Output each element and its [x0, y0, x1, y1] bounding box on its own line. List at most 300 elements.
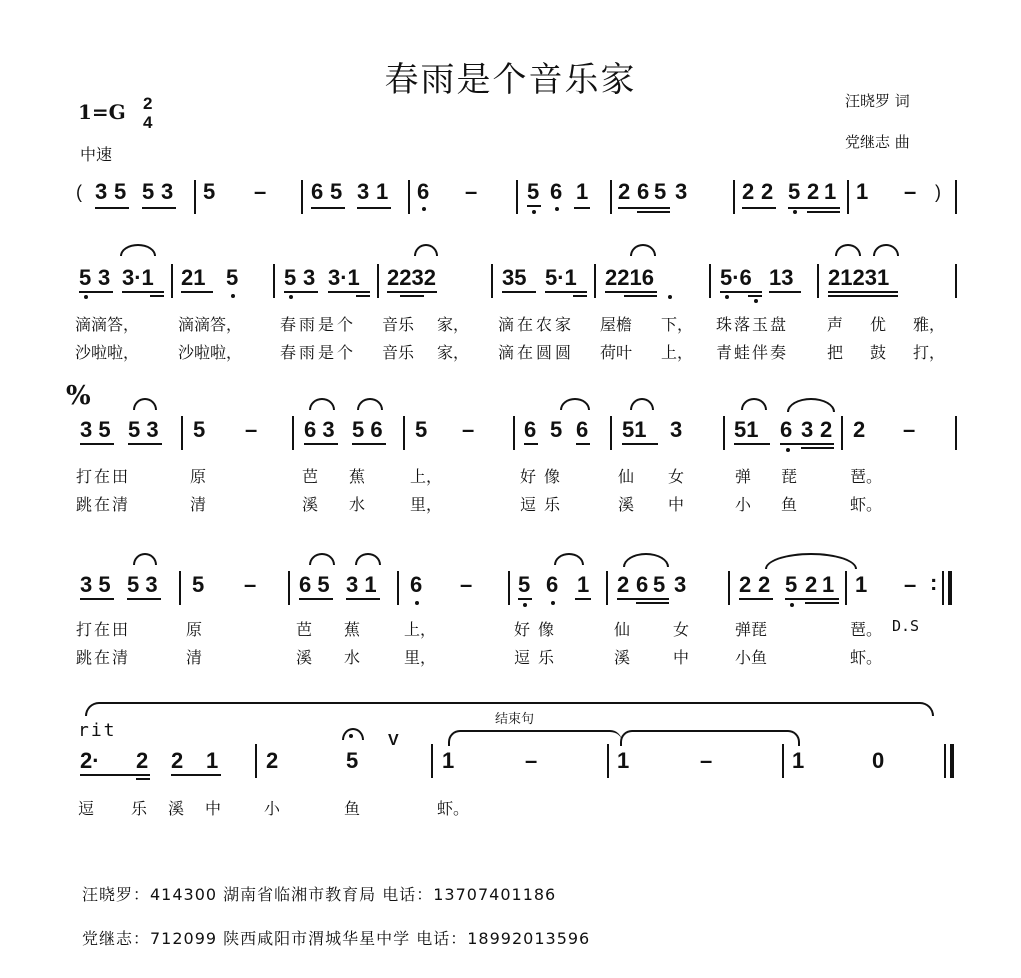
note: 2 [266, 748, 279, 773]
underline-double [805, 602, 839, 604]
dash: – [244, 572, 257, 597]
note: 1 [856, 179, 869, 204]
slur [355, 553, 381, 565]
barline [403, 416, 405, 450]
note: 5 3 [128, 417, 159, 442]
final-barline-thick [950, 744, 954, 778]
lyric: 屋檐 [600, 315, 633, 334]
low-octave-dot [555, 207, 559, 211]
dash: – [700, 748, 713, 773]
lyric: 芭 [302, 467, 319, 486]
slur [133, 398, 157, 410]
lyric: 好像 [520, 467, 569, 486]
underline-double [573, 295, 587, 297]
note: 21 [181, 265, 206, 290]
barline [292, 416, 294, 450]
note: 1 [855, 572, 868, 597]
slur [630, 244, 656, 256]
note: 3 [357, 179, 370, 204]
note: 2 [853, 417, 866, 442]
lyric: 虾。 [850, 648, 883, 667]
underline-double [637, 211, 670, 213]
lyric: 乐 [131, 799, 148, 818]
note: 2232 [387, 265, 436, 290]
repeat-barline-thick [948, 571, 952, 605]
note: 5 [203, 179, 216, 204]
lyric: 琵 [781, 467, 798, 486]
note: 5 [79, 265, 92, 290]
lyric: 沙啦啦， [75, 343, 140, 362]
barline [171, 264, 173, 298]
note: 1 [376, 179, 389, 204]
note: 3 [161, 179, 174, 204]
note: 6 [780, 417, 793, 442]
barline [610, 180, 612, 214]
low-octave-dot [754, 299, 758, 303]
underline [127, 598, 161, 600]
note: 13 [769, 265, 794, 290]
note: 2· [80, 748, 100, 773]
dash: – [254, 179, 267, 204]
underline-double [748, 295, 762, 297]
underline [828, 291, 898, 293]
underline [80, 774, 150, 776]
lyric: 珠落玉盘 [716, 315, 789, 334]
composer-credit: 党继志 曲 [845, 133, 910, 151]
note: 3 1 [346, 572, 377, 597]
ending-bracket [620, 730, 800, 746]
note: 5 [346, 748, 359, 773]
note: 2 [171, 748, 184, 773]
barline [723, 416, 725, 450]
barline [847, 180, 849, 214]
barline [431, 744, 433, 778]
final-barline-thin [944, 744, 946, 778]
note: 5·6 [720, 265, 752, 290]
note: 51 [622, 417, 647, 442]
lyric: 把 [827, 343, 844, 362]
underline [128, 443, 162, 445]
underline [574, 207, 590, 209]
note: 3 [95, 179, 108, 204]
slur [623, 553, 669, 567]
ending-label: 结束句 [495, 712, 535, 727]
slur [357, 398, 383, 410]
lyric: 溪 [618, 495, 635, 514]
low-octave-dot [790, 603, 794, 607]
note: 2 [761, 179, 774, 204]
note: 5 [518, 572, 531, 597]
underline [502, 291, 536, 293]
note: 5 [193, 417, 206, 442]
note: 2 [758, 572, 771, 597]
score-title: 春雨是个音乐家 [384, 60, 637, 100]
lyric: 虾。 [437, 799, 470, 818]
low-octave-dot [725, 295, 729, 299]
low-octave-dot [668, 295, 672, 299]
note: 3 [98, 265, 111, 290]
time-signature [143, 94, 152, 132]
underline-double [807, 211, 840, 213]
lyric: 优 [870, 315, 887, 334]
lyric: 中 [205, 799, 222, 818]
note: 2 [742, 179, 755, 204]
low-octave-dot [523, 603, 527, 607]
underline-double [624, 295, 657, 297]
note: 6 [524, 417, 537, 442]
lyric: 琶。 [850, 620, 883, 639]
slur [765, 553, 857, 569]
note: 5 [114, 179, 127, 204]
lyric: 音乐 [382, 315, 415, 334]
dash: – [525, 748, 538, 773]
lyric: 里， [404, 648, 437, 667]
underline [780, 443, 834, 445]
slur [873, 244, 899, 256]
slur [133, 553, 157, 565]
barline [606, 571, 608, 605]
note: 5 [330, 179, 343, 204]
barline [516, 180, 518, 214]
slur [835, 244, 861, 256]
key-signature [78, 100, 126, 124]
underline [622, 443, 658, 445]
fermata-dot [349, 734, 353, 738]
lyric: 清 [186, 648, 203, 667]
lyric: 荷叶 [600, 343, 633, 362]
underline [576, 443, 590, 445]
underline [742, 207, 776, 209]
note: 1 [792, 748, 805, 773]
dash: – [904, 572, 917, 597]
underline [788, 207, 840, 209]
segno-sign: % [66, 381, 91, 411]
note: 3 [303, 265, 316, 290]
lyricist-contact: 汪晓罗：414300 湖南省临湘市教育局 电话：13707401186 [82, 885, 557, 904]
barline [594, 264, 596, 298]
lyric: 小 [264, 799, 281, 818]
barline [817, 264, 819, 298]
note: 2216 [605, 265, 654, 290]
underline [95, 207, 129, 209]
note: 6 [636, 572, 649, 597]
lyric: 打， [913, 343, 946, 362]
note: 5 [785, 572, 798, 597]
lyric: 青蛙伴奏 [716, 343, 789, 362]
lyric: 弹琵 [735, 620, 768, 639]
underline [284, 291, 318, 293]
lyric: 溪 [296, 648, 313, 667]
dash: – [460, 572, 473, 597]
note: 1 [576, 179, 589, 204]
low-octave-dot [786, 448, 790, 452]
note: 3 [670, 417, 683, 442]
note: 6 [417, 179, 430, 204]
note: 5 [142, 179, 155, 204]
underline-double [136, 778, 150, 780]
repeat-barline-thin [942, 571, 944, 605]
note: 35 [502, 265, 527, 290]
low-octave-dot [289, 295, 293, 299]
underline-double [400, 295, 424, 297]
dash: – [462, 417, 475, 442]
barline [288, 571, 290, 605]
barline [181, 416, 183, 450]
note: 1 [617, 748, 630, 773]
lyric: 原 [190, 467, 207, 486]
low-octave-dot [422, 207, 426, 211]
underline [181, 291, 213, 293]
ending-bracket [448, 730, 622, 746]
slur [554, 553, 584, 565]
note: 6 5 [299, 572, 330, 597]
lyric: 跳在清 [76, 648, 131, 667]
note: 5 [192, 572, 205, 597]
underline [605, 291, 657, 293]
lyricist-credit: 汪晓罗 词 [845, 92, 910, 110]
slur [630, 398, 654, 410]
note: 5 [653, 572, 666, 597]
underline [720, 291, 762, 293]
underline [80, 598, 114, 600]
lyric: 仙 [618, 467, 635, 486]
dash: – [245, 417, 258, 442]
note: 5 3 [127, 572, 158, 597]
lyric: 滴在农家 [498, 315, 575, 334]
time-sig-bottom: 4 [143, 113, 153, 132]
lyric: 水 [349, 495, 366, 514]
note: 3·1 [122, 265, 154, 290]
note: 3·1 [328, 265, 360, 290]
composer-contact: 党继志：712099 陕西咸阳市渭城华星中学 电话：18992013596 [82, 929, 591, 948]
underline-double [636, 602, 669, 604]
lyric: 雅， [913, 315, 946, 334]
dash: – [465, 179, 478, 204]
underline [527, 205, 541, 207]
barline [491, 264, 493, 298]
slur [120, 244, 156, 256]
note: 6 [546, 572, 559, 597]
underline [142, 207, 176, 209]
lyric: 女 [668, 467, 685, 486]
rest: 0 [872, 748, 885, 773]
lyric: 下， [661, 315, 694, 334]
underline [524, 443, 538, 445]
lyric: 女 [673, 620, 690, 639]
lyric: 水 [344, 648, 361, 667]
barline [845, 571, 847, 605]
underline [734, 443, 770, 445]
dal-segno-marking: D.S [892, 617, 920, 635]
lyric: 好像 [514, 620, 563, 639]
barline [782, 744, 784, 778]
note: 2 [805, 572, 818, 597]
lyric: 小鱼 [735, 648, 768, 667]
slur [309, 553, 335, 565]
lyric: 蕉 [344, 620, 361, 639]
barline [513, 416, 515, 450]
dash: – [903, 417, 916, 442]
note: 51 [734, 417, 759, 442]
barline [255, 744, 257, 778]
note: 5 [415, 417, 428, 442]
note: 5 [284, 265, 297, 290]
key-text: 1=G [78, 100, 126, 124]
barline [610, 416, 612, 450]
fermata-icon [342, 728, 364, 740]
slur [560, 398, 590, 410]
underline [769, 291, 801, 293]
lyric: 鼓 [870, 343, 887, 362]
barline [508, 571, 510, 605]
lyric: 溪 [302, 495, 319, 514]
lyric: 声 [827, 315, 844, 334]
underline [299, 598, 333, 600]
underline [328, 291, 370, 293]
lyric: 虾。 [850, 495, 883, 514]
underline [357, 207, 391, 209]
slur [741, 398, 767, 410]
note: 3 [801, 417, 814, 442]
barline [955, 180, 957, 214]
barline [408, 180, 410, 214]
lyric: 里， [410, 495, 443, 514]
slur [787, 398, 835, 412]
lyric: 上， [404, 620, 437, 639]
open-paren: ( [76, 182, 82, 202]
note: 1 [442, 748, 455, 773]
lyric: 琶。 [850, 467, 883, 486]
underline [171, 774, 221, 776]
underline [304, 443, 338, 445]
lyric: 春雨是个 [280, 315, 357, 334]
lyric: 音乐 [382, 343, 415, 362]
time-sig-top: 2 [143, 94, 153, 113]
underline-double [150, 295, 164, 297]
lyric: 仙 [614, 620, 631, 639]
note: 5 [527, 179, 540, 204]
lyric: 原 [186, 620, 203, 639]
underline [122, 291, 164, 293]
note: 1 [206, 748, 219, 773]
lyric: 逗乐 [514, 648, 563, 667]
tempo-marking: 中速 [80, 145, 113, 164]
underline [545, 291, 587, 293]
slur [414, 244, 438, 256]
underline [618, 207, 670, 209]
low-octave-dot [551, 601, 555, 605]
note: 1 [824, 179, 837, 204]
note: 5 [788, 179, 801, 204]
lyric: 滴滴答， [75, 315, 140, 334]
dash: – [904, 179, 917, 204]
lyric: 清 [190, 495, 207, 514]
underline-double [801, 447, 834, 449]
barline [377, 264, 379, 298]
barline [194, 180, 196, 214]
note: 2 [820, 417, 833, 442]
note: 6 3 [304, 417, 335, 442]
underline [575, 598, 591, 600]
underline [518, 598, 532, 600]
lyric: 滴在圆圆 [498, 343, 575, 362]
note: 2 [807, 179, 820, 204]
lyric: 打在田 [76, 620, 131, 639]
note: 3 [675, 179, 688, 204]
underline-double [828, 295, 898, 297]
breath-mark: V [388, 732, 399, 749]
barline [733, 180, 735, 214]
note: 5 [550, 417, 563, 442]
barline [273, 264, 275, 298]
note: 1 [822, 572, 835, 597]
note: 3 [674, 572, 687, 597]
low-octave-dot [84, 295, 88, 299]
lyric: 小 [735, 495, 752, 514]
close-paren: ) [935, 182, 941, 202]
low-octave-dot [415, 601, 419, 605]
lyric: 逗 [78, 799, 95, 818]
barline [397, 571, 399, 605]
lyric: 家， [437, 343, 470, 362]
lyric: 弹 [735, 467, 752, 486]
barline [607, 744, 609, 778]
underline [785, 598, 839, 600]
lyric: 滴滴答， [178, 315, 243, 334]
note: 6 [637, 179, 650, 204]
low-octave-dot [793, 210, 797, 214]
underline-double [356, 295, 370, 297]
lyric: 跳在清 [76, 495, 131, 514]
underline [79, 291, 113, 293]
note: 6 [410, 572, 423, 597]
lyric: 逗乐 [520, 495, 569, 514]
note: 2 [739, 572, 752, 597]
underline [311, 207, 345, 209]
note: 3 5 [80, 417, 111, 442]
barline [728, 571, 730, 605]
lyric: 中 [668, 495, 685, 514]
lyric: 上， [661, 343, 694, 362]
barline [955, 416, 957, 450]
slur [309, 398, 335, 410]
underline [617, 598, 669, 600]
underline [739, 598, 773, 600]
barline [841, 416, 843, 450]
low-octave-dot [231, 294, 235, 298]
lyric: 春雨是个 [280, 343, 357, 362]
lyric: 蕉 [349, 467, 366, 486]
underline [352, 443, 386, 445]
lyric: 芭 [296, 620, 313, 639]
note: 6 [576, 417, 589, 442]
note: 5 6 [352, 417, 383, 442]
underline [387, 291, 437, 293]
note: 2 [136, 748, 149, 773]
barline [301, 180, 303, 214]
barline [955, 264, 957, 298]
note: 5 [654, 179, 667, 204]
ritardando-marking: rit [78, 720, 117, 741]
note: 5 [226, 265, 239, 290]
lyric: 鱼 [344, 799, 361, 818]
note: 3 5 [80, 572, 111, 597]
note: 1 [577, 572, 590, 597]
lyric: 鱼 [781, 495, 798, 514]
repeat-dots: : [930, 570, 938, 595]
barline [709, 264, 711, 298]
note: 6 [311, 179, 324, 204]
